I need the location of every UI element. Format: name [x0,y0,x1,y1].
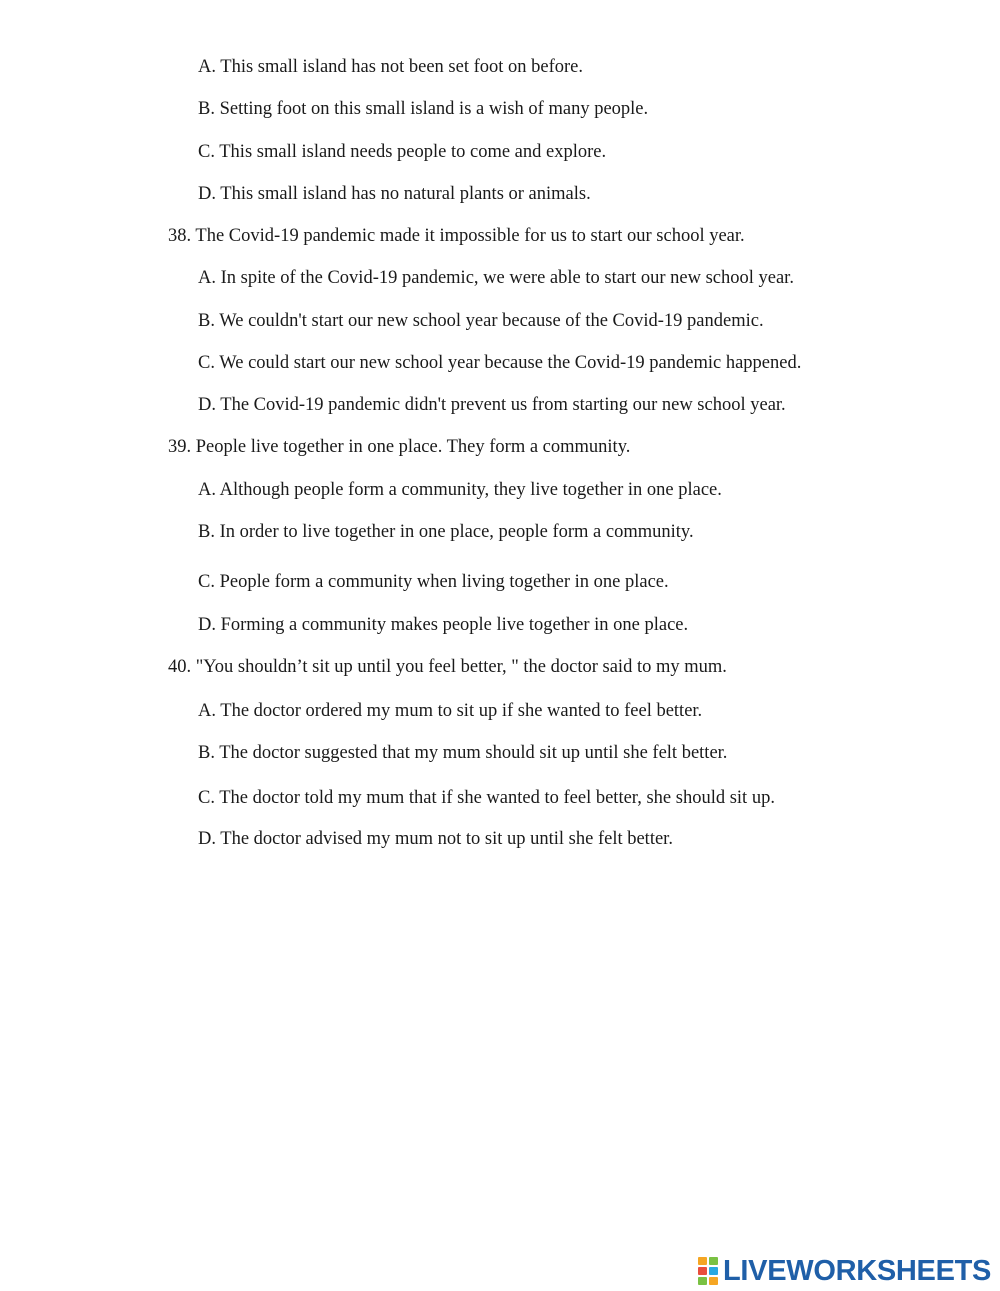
q38-option-d: D. The Covid-19 pandemic didn't prevent us from starting our new school year. [198,395,786,415]
q40-option-a: A. The doctor ordered my mum to sit up if she wanted to feel better. [198,701,703,721]
q40-option-b: B. The doctor suggested that my mum should sit up until she felt better. [198,743,728,763]
q38-option-c: C. We could start our new school year because the Covid-19 pandemic happened. [198,353,802,373]
q40-option-c: C. The doctor told my mum that if she wanted to feel better, she should sit up. [198,788,775,808]
q38-option-b: B. We couldn't start our new school year because of the Covid-19 pandemic. [198,311,764,331]
q40-stem: 40. "You shouldn’t sit up until you feel better, " the doctor said to my mum. [168,657,727,677]
q37-option-b: B. Setting foot on this small island is a wish of many people. [198,99,649,119]
q39-stem: 39. People live together in one place. They form a community. [168,437,631,457]
q39-option-c: C. People form a community when living together in one place. [198,572,669,592]
liveworksheets-logo-icon [698,1257,720,1285]
q37-option-a: A. This small island has not been set foot on before. [198,57,584,77]
q38-stem: 38. The Covid-19 pandemic made it impossible for us to start our school year. [168,226,745,246]
q38-option-a: A. In spite of the Covid-19 pandemic, we were able to start our new school year. [198,268,794,288]
brand-name: LIVEWORKSHEETS [723,1255,992,1287]
q37-option-d: D. This small island has no natural plants or animals. [198,184,591,204]
liveworksheets-branding [698,1256,991,1286]
q39-option-d: D. Forming a community makes people live together in one place. [198,615,689,635]
q37-option-c: C. This small island needs people to come and explore. [198,142,607,162]
q39-option-b: B. In order to live together in one place, people form a community. [198,522,694,542]
q40-option-d: D. The doctor advised my mum not to sit up until she felt better. [198,829,673,849]
q39-option-a: A. Although people form a community, they live together in one place. [198,480,722,500]
